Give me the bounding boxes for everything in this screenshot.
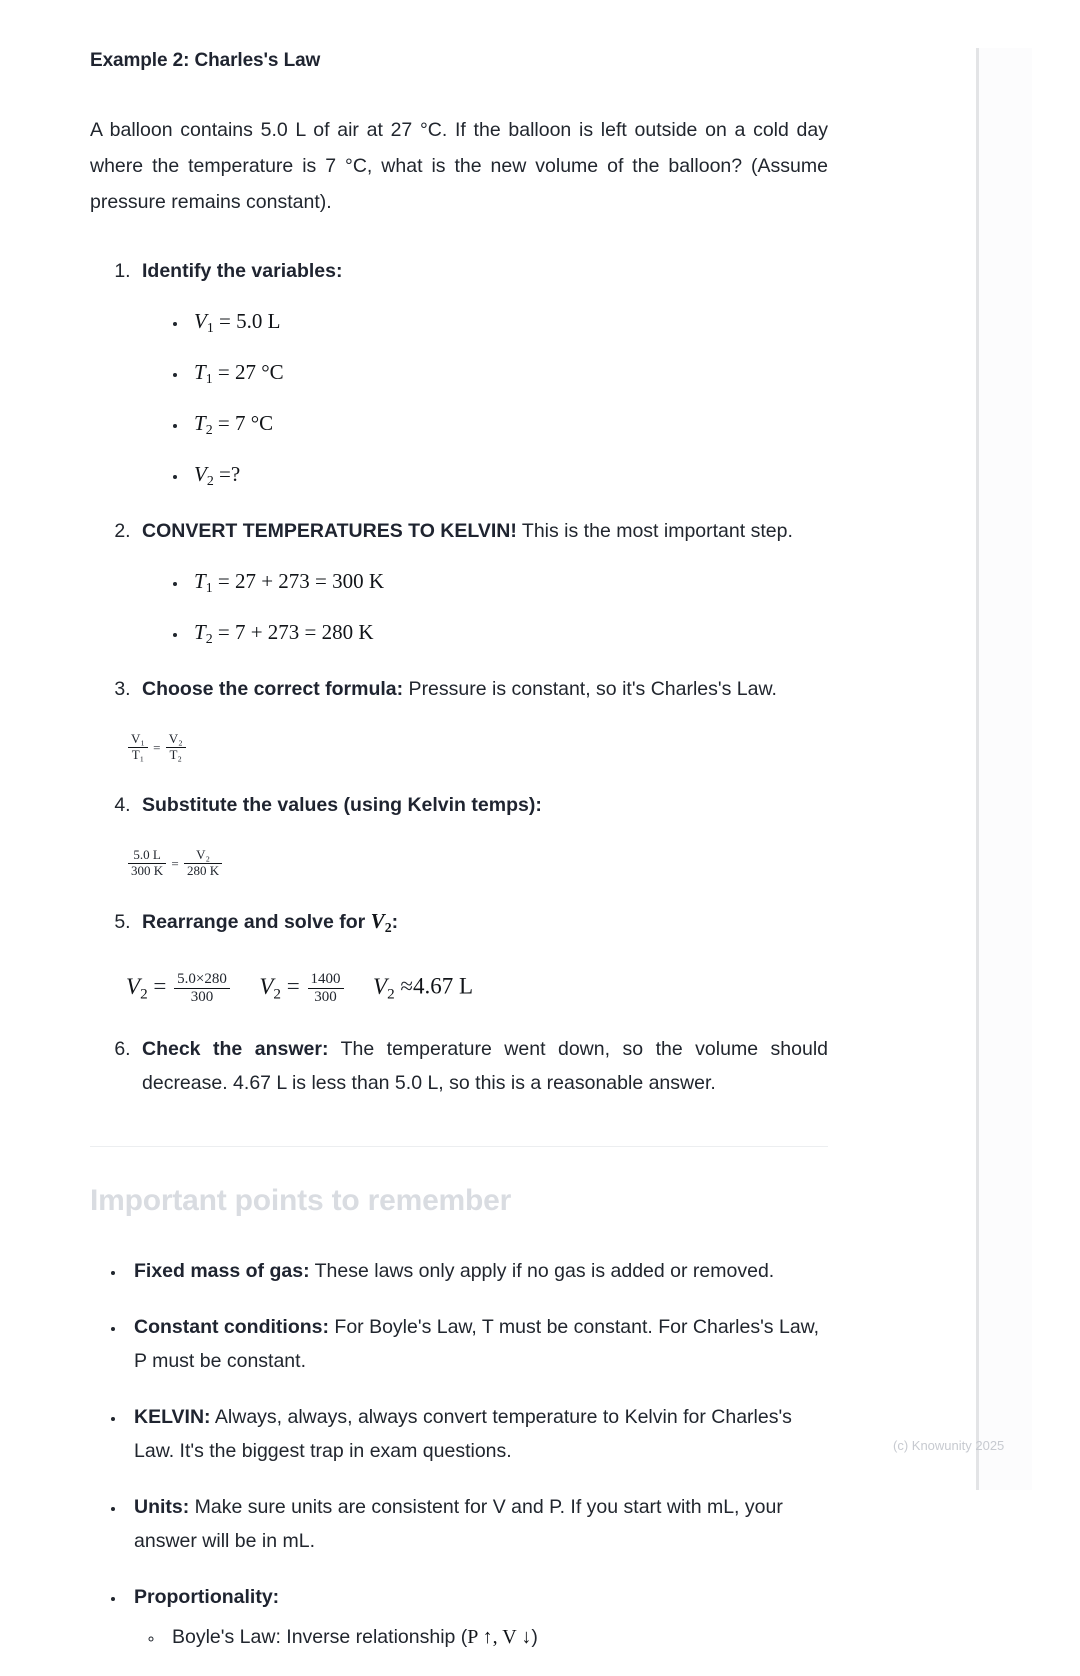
point-text: These laws only apply if no gas is added or removed. — [309, 1259, 775, 1282]
solution-steps-list-continued-2 — [90, 904, 828, 945]
variable-item — [188, 570, 828, 595]
fraction-numerator: 5.0×280 — [177, 971, 227, 988]
step-text: Pressure is constant, so it's Charles's Law. — [403, 678, 777, 701]
variable-subscript: 2 — [206, 472, 214, 488]
solution-steps-list-continued-3 — [90, 1032, 828, 1100]
fraction-part-2 — [308, 971, 344, 1006]
vertical-scrollbar[interactable] — [976, 48, 979, 1490]
copyright-watermark: (c) Knowunity 2025 — [893, 1438, 1005, 1453]
variable-subscript: 2 — [387, 984, 395, 1002]
point-label: Fixed mass of gas: — [134, 1259, 310, 1282]
variable-value: = 7 + 273 = 280 K — [217, 620, 374, 645]
step-text: : — [391, 911, 399, 934]
subpoint-text-end: ) — [531, 1625, 538, 1648]
variable-symbol: V — [259, 973, 274, 999]
solution-steps-list — [90, 254, 828, 707]
variable-item — [188, 361, 828, 386]
problem-statement: A balloon contains 5.0 L of air at 27 °C. If the balloon is left outside on a cold day where the temperature is 7 °C, what is the new volume of the balloon? (Assume pressure remains constant). — [90, 118, 828, 213]
step-label: Rearrange and solve for — [142, 911, 366, 934]
variable-value: = 7 °C — [217, 410, 274, 435]
variable-expression — [194, 620, 374, 647]
solution-steps-list-continued — [90, 788, 828, 822]
solve-part-3 — [373, 973, 395, 1002]
step-label: CONVERT TEMPERATURES TO KELVIN! — [142, 520, 517, 543]
variable-symbol: V — [194, 461, 207, 486]
variable-expression — [194, 309, 280, 333]
variable-value: =? — [219, 461, 241, 486]
equals-sign: = — [171, 856, 179, 872]
equation-solve-v2 — [126, 971, 828, 1006]
variables-list — [142, 310, 828, 488]
fraction-denominator: T₁ — [128, 747, 148, 763]
kelvin-conversion-list — [142, 570, 828, 646]
key-points-heading: Important points to remember — [90, 1183, 512, 1217]
equation-charles-law — [126, 732, 828, 762]
step-item-5 — [136, 904, 828, 945]
step-label-math — [370, 909, 392, 936]
variable-subscript: 2 — [273, 984, 282, 1002]
variable-subscript: 2 — [205, 421, 213, 437]
point-label: KELVIN: — [134, 1405, 211, 1428]
variable-symbol: V — [194, 308, 207, 333]
fraction-denominator: 280 K — [184, 863, 222, 879]
subpoint-text: Boyle's Law: Inverse relationship ( — [172, 1625, 468, 1648]
key-points-list — [90, 1254, 828, 1654]
variable-symbol: T — [194, 569, 206, 594]
step-label: Substitute the values (using Kelvin temps): — [142, 794, 542, 817]
page-side-panel — [978, 48, 1032, 1490]
step-label: Check the answer: — [142, 1037, 329, 1060]
approx-sign: ≈ — [400, 973, 414, 999]
proportionality-subpoints — [134, 1620, 828, 1654]
step-label: Choose the correct formula: — [142, 678, 404, 701]
point-text: Always, always, always convert temperature to Kelvin for Charles's Law. It's the biggest trap in exam questions. — [134, 1405, 792, 1462]
variable-subscript: 2 — [384, 920, 392, 936]
variable-value: = 5.0 L — [219, 308, 281, 333]
variable-symbol: T — [194, 410, 206, 435]
list-item — [126, 1580, 828, 1654]
variable-symbol: T — [194, 359, 206, 384]
variable-item — [188, 621, 828, 646]
variable-subscript: 1 — [205, 370, 213, 386]
fraction-denominator: 300 — [174, 988, 230, 1006]
fraction-denominator: 300 K — [128, 863, 166, 879]
fraction-denominator: T₂ — [166, 747, 186, 763]
fraction-left — [128, 732, 148, 762]
variable-expression — [194, 411, 273, 435]
point-label: Proportionality: — [134, 1585, 280, 1608]
solve-part-2 — [259, 973, 282, 1002]
variable-expression — [194, 462, 240, 486]
point-label: Constant conditions: — [134, 1315, 329, 1338]
step-text: The temperature went down, so the volume should decrease. 4.67 L is less than 5.0 L, so this is a reasonable answer. — [142, 1037, 828, 1094]
variable-symbol: V — [373, 973, 388, 999]
step-item-1 — [136, 254, 828, 488]
list-item — [126, 1400, 828, 1468]
step-item-2 — [136, 514, 828, 646]
page-title: Example 2: Charles's Law — [90, 50, 321, 71]
subpoint-math: P ↑, V ↓ — [467, 1625, 532, 1648]
fraction-numerator: V₁ — [131, 731, 145, 747]
list-item — [126, 1490, 828, 1558]
variable-item — [188, 412, 828, 437]
point-label: Units: — [134, 1495, 190, 1518]
variable-expression — [194, 569, 384, 593]
list-item — [164, 1620, 828, 1654]
variable-symbol: V — [370, 909, 385, 934]
step-item-3 — [136, 672, 828, 706]
variable-subscript: 2 — [205, 631, 213, 647]
variable-symbol: V — [126, 973, 141, 999]
point-text: For Boyle's Law, T must be constant. For Charles's Law, P must be constant. — [134, 1315, 820, 1372]
fraction-denominator: 300 — [308, 988, 344, 1006]
point-text: Make sure units are consistent for V and P. If you start with mL, your answer will be in mL. — [134, 1495, 783, 1552]
fraction-numerator: V₂ — [168, 731, 183, 747]
fraction-right — [184, 848, 222, 878]
section-divider — [90, 1146, 828, 1147]
fraction-numerator: 5.0 L — [133, 847, 161, 863]
equals-sign: = — [153, 973, 167, 999]
variable-item — [188, 310, 828, 335]
step-label: Identify the variables: — [142, 259, 343, 282]
step-item-4 — [136, 788, 828, 822]
fraction-right — [166, 732, 186, 762]
list-item — [126, 1254, 828, 1288]
equals-sign: = — [153, 740, 161, 756]
fraction-left — [128, 848, 166, 878]
variable-subscript: 1 — [206, 319, 214, 335]
fraction-part-1 — [174, 971, 230, 1006]
document-content — [90, 48, 828, 1676]
fraction-numerator: V₂ — [196, 847, 211, 863]
variable-value: = 27 °C — [217, 359, 284, 384]
step-item-6 — [136, 1032, 828, 1100]
variable-subscript: 2 — [140, 984, 148, 1002]
variable-subscript: 1 — [205, 579, 213, 595]
variable-item — [188, 463, 828, 488]
fraction-numerator: 1400 — [310, 971, 341, 988]
solve-result: 4.67 L — [413, 973, 474, 999]
equation-substituted — [126, 848, 828, 878]
equals-sign: = — [286, 973, 300, 999]
step-text: This is the most important step. — [516, 520, 793, 543]
variable-value: = 27 + 273 = 300 K — [217, 569, 385, 594]
variable-symbol: T — [194, 620, 206, 645]
variable-expression — [194, 360, 284, 384]
list-item — [126, 1310, 828, 1378]
solve-part-1 — [126, 973, 148, 1002]
